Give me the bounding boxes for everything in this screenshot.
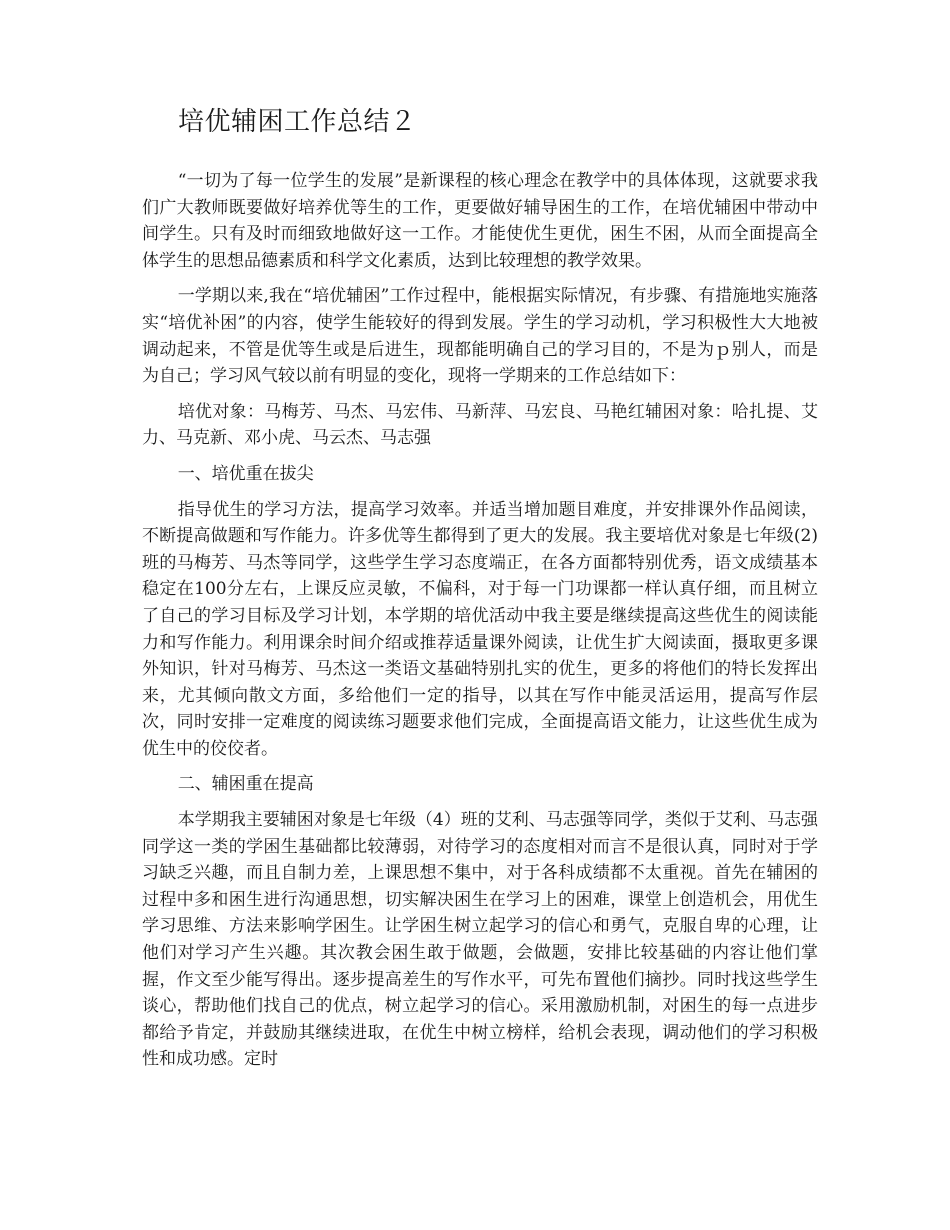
paragraph-gap (142, 274, 818, 283)
paragraph-gap (142, 798, 818, 807)
paragraph-gap (142, 390, 818, 399)
document-page (142, 96, 818, 1073)
paragraph-gap (142, 488, 818, 497)
paragraph-gap (142, 452, 818, 461)
section-body-struggling: 本学期我主要辅困对象是七年级（4）班的艾利、马志强等同学，类似于艾利、马志强同学这一类的学困生基础都比较薄弱，对待学习的态度相对而言不是很认真，同时对于学习缺乏兴趣，而且自制力差，上课思想不集中，对于各科成绩都不太重视。首先在辅困的过程中多和困生进行沟通思想，切实解决困生在学习上的困难，课堂上创造机会，用优生学习思维、方法来影响学困生。让学困生树立起学习的信心和勇气，克服自卑的心理，让他们对学习产生兴趣。其次教会困生敢于做题，会做题，安排比较基础的内容让他们掌握，作文至少能写得出。逐步提高差生的写作水平，可先布置他们摘抄。同时找这些学生谈心，帮助他们找自己的优点，树立起学习的信心。采用激励机制，对困生的每一点进步都给予肯定，并鼓励其继续进取，在优生中树立榜样，给机会表现，调动他们的学习积极性和成功感。定时 (142, 810, 818, 1070)
document-title: 培优辅困工作总结２ (178, 107, 417, 137)
targets-paragraph: 培优对象：马梅芳、马杰、马宏伟、马新萍、马宏良、马艳红辅困对象：哈扎提、艾力、马克新、邓小虎、马云杰、马志强 (142, 401, 818, 449)
paragraph-gap (142, 762, 818, 771)
section-body-excellent: 指导优生的学习方法，提高学习效率。并适当增加题目难度，并安排课外作品阅读，不断提高做题和写作能力。许多优等生都得到了更大的发展。我主要培优对象是七年级(2)班的马梅芳、马杰等同学，这些学生学习态度端正，在各方面都特别优秀，语文成绩基本稳定在100分左右，上课反应灵敏，不偏科，对于每一门功课都一样认真仔细，而且树立了自己的学习目标及学习计划，本学期的培优活动中我主要是继续提高这些优生的阅读能力和写作能力。利用课余时间介绍或推荐适量课外阅读，让优生扩大阅读面，摄取更多课外知识，针对马梅芳、马杰这一类语文基础特别扎实的优生，更多的将他们的特长发挥出来，尤其倾向散文方面，多给他们一定的指导，以其在写作中能灵活运用，提高写作层次，同时安排一定难度的阅读练习题要求他们完成，全面提高语文能力，让这些优生成为优生中的佼佼者。 (142, 499, 818, 759)
section-heading-struggling: 二、辅困重在提高 (177, 774, 314, 795)
section-heading-excellent: 一、培优重在拔尖 (177, 463, 314, 484)
semester-summary-paragraph: 一学期以来,我在“培优辅困”工作过程中，能根据实际情况，有步骤、有措施地实施落实“培优补困”的内容，使学生能较好的得到发展。学生的学习动机，学习积极性大大地被调动起来，不管是优等生或是后进生，现都能明确自己的学习目的，不是为ｐ别人，而是为自己；学习风气较以前有明显的变化，现将一学期来的工作总结如下： (142, 286, 818, 387)
title-spacer (142, 148, 818, 168)
intro-paragraph: “一切为了每一位学生的发展”是新课程的核心理念在教学中的具体体现，这就要求我们广大教师既要做好培养优等生的工作，更要做好辅导困生的工作，在培优辅困中带动中间学生。只有及时而细致地做好这一工作。才能使优生更优，困生不困，从而全面提高全体学生的思想品德素质和科学文化素质，达到比较理想的教学效果。 (142, 171, 818, 271)
